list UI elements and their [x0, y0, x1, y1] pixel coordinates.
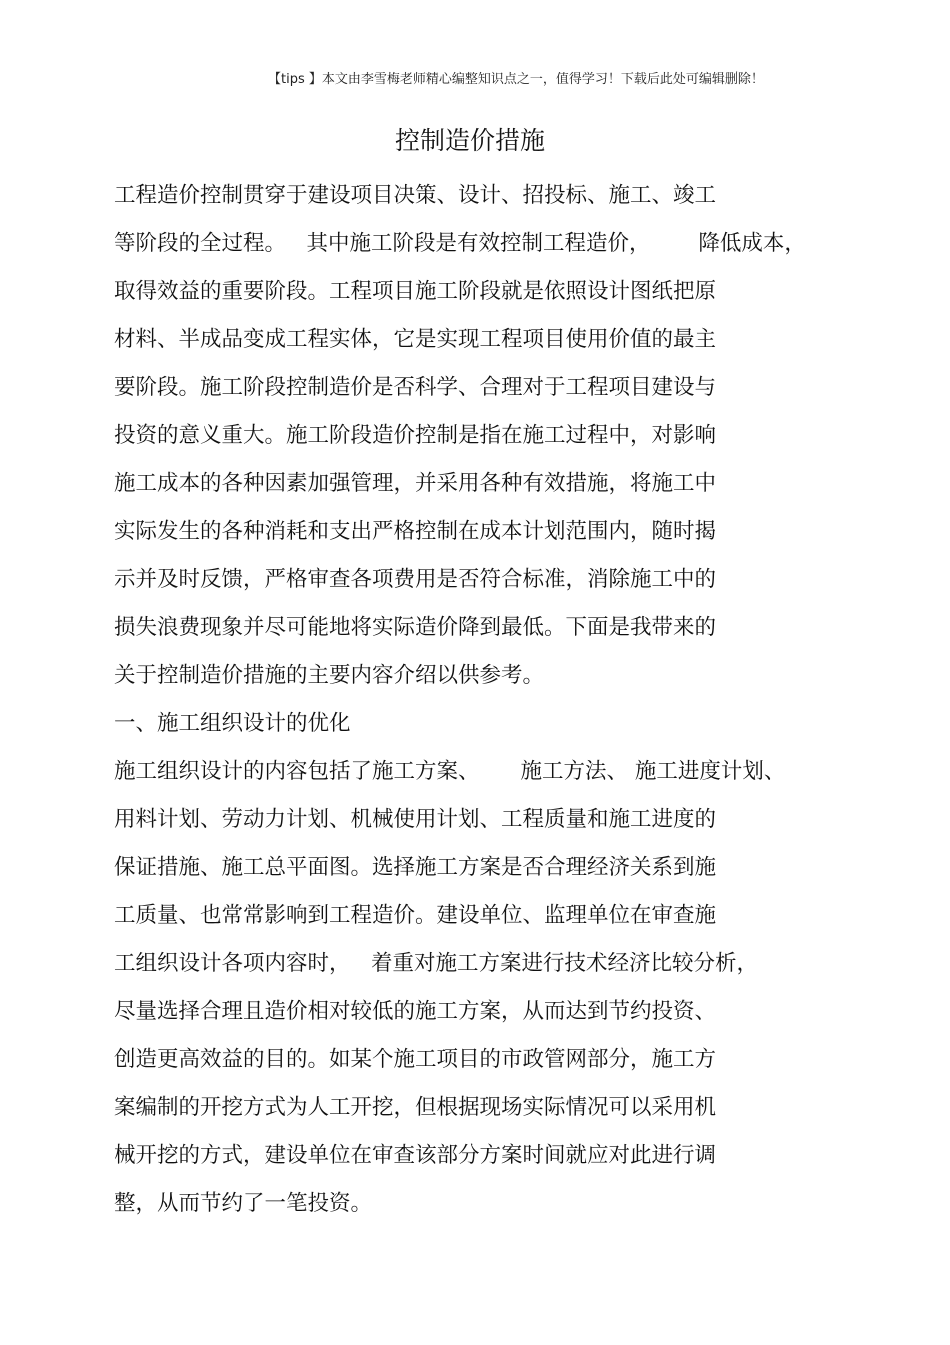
body-line: 械开挖的方式，建设单位在审查该部分方案时间就应对此进行调: [114, 1143, 717, 1168]
section-heading: 一、施工组织设计的优化: [114, 711, 351, 736]
body-line: 施工成本的各种因素加强管理，并采用各种有效措施，将施工中: [114, 471, 717, 496]
body-line: 关于控制造价措施的主要内容介绍以供参考。: [114, 663, 545, 688]
body-line: 施工组织设计的内容包括了施工方案、 施工方法、 施工进度计划、: [114, 759, 786, 784]
body-line: 工程造价控制贯穿于建设项目决策、设计、招投标、施工、竣工: [114, 183, 717, 208]
body-line: 要阶段。施工阶段控制造价是否科学、合理对于工程项目建设与: [114, 375, 717, 400]
body-line: 实际发生的各种消耗和支出严格控制在成本计划范围内，随时揭: [114, 519, 717, 544]
body-line: 尽量选择合理且造价相对较低的施工方案，从而达到节约投资、: [114, 999, 717, 1024]
body-line: 创造更高效益的目的。如某个施工项目的市政管网部分，施工方: [114, 1047, 717, 1072]
body-line: 工质量、也常常影响到工程造价。建设单位、监理单位在审查施: [114, 903, 717, 928]
body-line: 损失浪费现象并尽可能地将实际造价降到最低。下面是我带来的: [114, 615, 717, 640]
body-line: 示并及时反馈，严格审查各项费用是否符合标准，消除施工中的: [114, 567, 717, 592]
body-line: 工组织设计各项内容时， 着重对施工方案进行技术经济比较分析，: [114, 951, 759, 976]
body-line: 等阶段的全过程。 其中施工阶段是有效控制工程造价， 降低成本，: [114, 231, 806, 256]
document-title: 控制造价措施: [394, 126, 545, 155]
body-line: 用料计划、劳动力计划、机械使用计划、工程质量和施工进度的: [114, 807, 717, 832]
body-line: 整，从而节约了一笔投资。: [114, 1191, 373, 1216]
tips-header-note: 【tips 】本文由李雪梅老师精心编整知识点之一，值得学习！下载后此处可编辑删除！: [268, 72, 764, 87]
body-line: 投资的意义重大。施工阶段造价控制是指在施工过程中，对影响: [114, 423, 717, 448]
body-line: 材料、半成品变成工程实体，它是实现工程项目使用价值的最主: [114, 327, 717, 352]
body-line: 案编制的开挖方式为人工开挖，但根据现场实际情况可以采用机: [114, 1095, 717, 1120]
body-line: 保证措施、施工总平面图。选择施工方案是否合理经济关系到施: [114, 855, 717, 880]
body-line: 取得效益的重要阶段。工程项目施工阶段就是依照设计图纸把原: [114, 279, 717, 304]
